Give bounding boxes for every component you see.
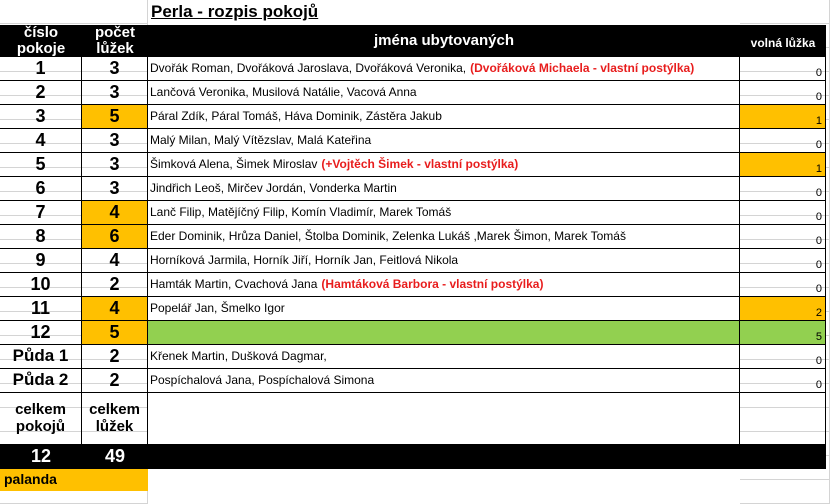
grid-cell	[740, 0, 830, 24]
guest-names-cell[interactable]	[148, 321, 740, 345]
total-beds-line1: celkem	[89, 401, 140, 418]
guest-names: Lanč Filip, Matějíčný Filip, Komín Vladimír, Marek Tomáš	[150, 204, 452, 219]
free-beds: 0	[815, 138, 822, 151]
bed-count-cell[interactable]	[82, 177, 148, 201]
free-beds: 0	[815, 354, 822, 367]
room-number-cell[interactable]	[0, 177, 82, 201]
room-number: 2	[35, 81, 46, 102]
bed-count: 4	[109, 249, 120, 270]
room-number: 3	[35, 105, 46, 126]
bed-count-cell[interactable]	[82, 105, 148, 129]
guest-names-cell[interactable]	[148, 273, 740, 297]
guest-names-cell[interactable]	[148, 105, 740, 129]
bed-count-cell[interactable]	[82, 369, 148, 393]
free-beds-cell[interactable]	[740, 105, 826, 129]
guest-names-cell[interactable]	[148, 249, 740, 273]
guest-names-cell[interactable]	[148, 153, 740, 177]
free-beds-cell[interactable]	[740, 345, 826, 369]
total-beds-value-cell[interactable]	[82, 445, 148, 469]
total-beds-line2: lůžek	[95, 417, 134, 435]
room-number: Půda 2	[12, 370, 69, 390]
free-beds-cell[interactable]	[740, 369, 826, 393]
free-beds-cell[interactable]	[740, 57, 826, 81]
guest-names-cell[interactable]	[148, 297, 740, 321]
bed-count-cell[interactable]	[82, 57, 148, 81]
total-rooms-line1: celkem	[15, 401, 66, 418]
guest-names: Šimková Alena, Šimek Miroslav	[150, 156, 318, 171]
room-number: 4	[35, 129, 46, 150]
bed-count-cell[interactable]	[82, 273, 148, 297]
guest-note: (Hamtáková Barbora - vlastní postýlka)	[321, 276, 544, 291]
room-number-cell[interactable]	[0, 225, 82, 249]
free-beds-cell[interactable]	[740, 273, 826, 297]
bed-count: 4	[109, 201, 120, 222]
guest-names: Eder Dominik, Hrůza Daniel, Štolba Dominik, Zelenka Lukáš ,Marek Šimon, Marek Tomáš	[150, 228, 626, 243]
sheet-title-text: Perla - rozpis pokojů	[151, 2, 319, 22]
total-rooms-value-cell[interactable]	[0, 445, 82, 469]
guest-names: Páral Zdík, Páral Tomáš, Háva Dominik, Zástěra Jakub	[150, 108, 442, 123]
total-rooms-line2: pokojů	[15, 417, 66, 435]
bed-count-cell[interactable]	[82, 153, 148, 177]
free-beds: 0	[815, 66, 822, 79]
bed-count-cell[interactable]	[82, 129, 148, 153]
room-number-cell[interactable]	[0, 129, 82, 153]
grid-cell	[0, 0, 148, 24]
header-names-text: jména ubytovaných	[373, 31, 515, 49]
room-number-cell[interactable]	[0, 345, 82, 369]
free-beds-cell[interactable]	[740, 321, 826, 345]
guest-names-cell[interactable]	[148, 177, 740, 201]
room-number: 12	[30, 321, 51, 342]
header-bed-count[interactable]	[82, 25, 148, 57]
bed-count-cell[interactable]	[82, 81, 148, 105]
room-number-cell[interactable]	[0, 105, 82, 129]
total-rooms-value: 12	[30, 446, 52, 467]
bed-count-cell[interactable]	[82, 345, 148, 369]
room-number: 8	[35, 225, 46, 246]
free-beds-cell[interactable]	[740, 129, 826, 153]
room-number-cell[interactable]	[0, 81, 82, 105]
room-number-cell[interactable]	[0, 369, 82, 393]
guest-names-cell[interactable]	[148, 57, 740, 81]
bed-count: 3	[109, 81, 120, 102]
room-number-cell[interactable]	[0, 273, 82, 297]
bed-count: 2	[109, 369, 120, 390]
guest-names-cell[interactable]	[148, 201, 740, 225]
bed-count: 6	[109, 225, 120, 246]
guest-names-cell[interactable]	[148, 81, 740, 105]
room-number-cell[interactable]	[0, 297, 82, 321]
header-beds-line2: lůžek	[96, 40, 134, 57]
guest-note: (Dvořáková Michaela - vlastní postýlka)	[470, 60, 695, 75]
guest-names-cell[interactable]	[148, 369, 740, 393]
free-beds: 1	[815, 114, 822, 127]
free-beds: 1	[815, 162, 822, 175]
room-number-cell[interactable]	[0, 321, 82, 345]
free-beds: 0	[815, 210, 822, 223]
free-beds: 5	[815, 330, 822, 343]
room-number-cell[interactable]	[0, 201, 82, 225]
guest-names-cell[interactable]	[148, 225, 740, 249]
total-rooms-label[interactable]	[0, 393, 82, 445]
header-free-text: volná lůžka	[750, 36, 816, 51]
free-beds-cell[interactable]	[740, 201, 826, 225]
guest-names: Křenek Martin, Dušková Dagmar,	[150, 348, 327, 363]
free-beds-cell[interactable]	[740, 153, 826, 177]
free-beds-cell[interactable]	[740, 177, 826, 201]
free-beds: 0	[815, 186, 822, 199]
bed-count: 5	[109, 321, 120, 342]
room-number-cell[interactable]	[0, 249, 82, 273]
free-beds-cell[interactable]	[740, 81, 826, 105]
free-beds-cell[interactable]	[740, 225, 826, 249]
header-room-line1: číslo	[23, 25, 59, 41]
room-number: 7	[35, 201, 46, 222]
room-number: 11	[30, 297, 51, 318]
palanda-label: palanda	[4, 471, 57, 488]
room-number: 10	[30, 273, 51, 294]
palanda-cell[interactable]	[0, 469, 148, 491]
bed-count: 5	[109, 105, 120, 126]
room-number: Půda 1	[12, 346, 69, 366]
bed-count: 4	[109, 297, 120, 318]
bed-count: 2	[109, 345, 120, 366]
room-number: 9	[35, 249, 46, 270]
guest-names-cell[interactable]	[148, 345, 740, 369]
totals-bar	[148, 445, 826, 469]
bed-count-cell[interactable]	[82, 297, 148, 321]
guest-names-cell[interactable]	[148, 129, 740, 153]
bed-count: 3	[109, 153, 120, 174]
total-beds-value: 49	[104, 446, 126, 467]
room-number-cell[interactable]	[0, 153, 82, 177]
guest-names: Dvořák Roman, Dvořáková Jaroslava, Dvořáková Veronika,	[150, 60, 467, 75]
free-beds: 0	[815, 258, 822, 271]
header-guest-names[interactable]	[148, 25, 740, 57]
header-free-beds[interactable]	[740, 25, 826, 57]
bed-count: 3	[109, 177, 120, 198]
guest-names: Lančová Veronika, Musilová Natálie, Vacová Anna	[150, 84, 417, 99]
guest-names: Horníková Jarmila, Horník Jiří, Horník Jan, Feitlová Nikola	[150, 252, 459, 267]
guest-names: Hamták Martin, Cvachová Jana	[150, 276, 318, 291]
free-beds: 0	[815, 282, 822, 295]
empty-free-cell[interactable]	[740, 393, 826, 445]
free-beds-cell[interactable]	[740, 297, 826, 321]
bed-count: 3	[109, 129, 120, 150]
guest-names: Pospíchalová Jana, Pospíchalová Simona	[150, 372, 375, 387]
sheet-title[interactable]	[148, 0, 740, 25]
free-beds: 0	[815, 378, 822, 391]
bed-count: 2	[109, 273, 120, 294]
guest-names: Popelář Jan, Šmelko Igor	[150, 300, 285, 315]
bed-count-cell[interactable]	[82, 225, 148, 249]
guest-note: (+Vojtěch Šimek - vlastní postýlka)	[321, 156, 519, 171]
header-room-line2: pokoje	[16, 40, 66, 57]
room-number: 5	[35, 153, 46, 174]
free-beds-cell[interactable]	[740, 249, 826, 273]
free-beds: 0	[815, 234, 822, 247]
free-beds: 0	[815, 90, 822, 103]
bed-count-cell[interactable]	[82, 201, 148, 225]
bed-count-cell[interactable]	[82, 321, 148, 345]
total-beds-label[interactable]	[82, 393, 148, 445]
grid-cell	[740, 480, 830, 504]
guest-names: Malý Milan, Malý Vítězslav, Malá Kateřina	[150, 132, 372, 147]
room-number: 6	[35, 177, 46, 198]
bed-count-cell[interactable]	[82, 249, 148, 273]
room-number: 1	[35, 57, 46, 78]
free-beds: 2	[815, 306, 822, 319]
header-beds-line1: počet	[94, 25, 135, 41]
bed-count: 3	[109, 57, 120, 78]
guest-names: Jindřich Leoš, Mirčev Jordán, Vonderka Martin	[150, 180, 397, 195]
empty-names-cell[interactable]	[148, 393, 740, 445]
header-room-number[interactable]	[0, 25, 82, 57]
room-number-cell[interactable]	[0, 57, 82, 81]
